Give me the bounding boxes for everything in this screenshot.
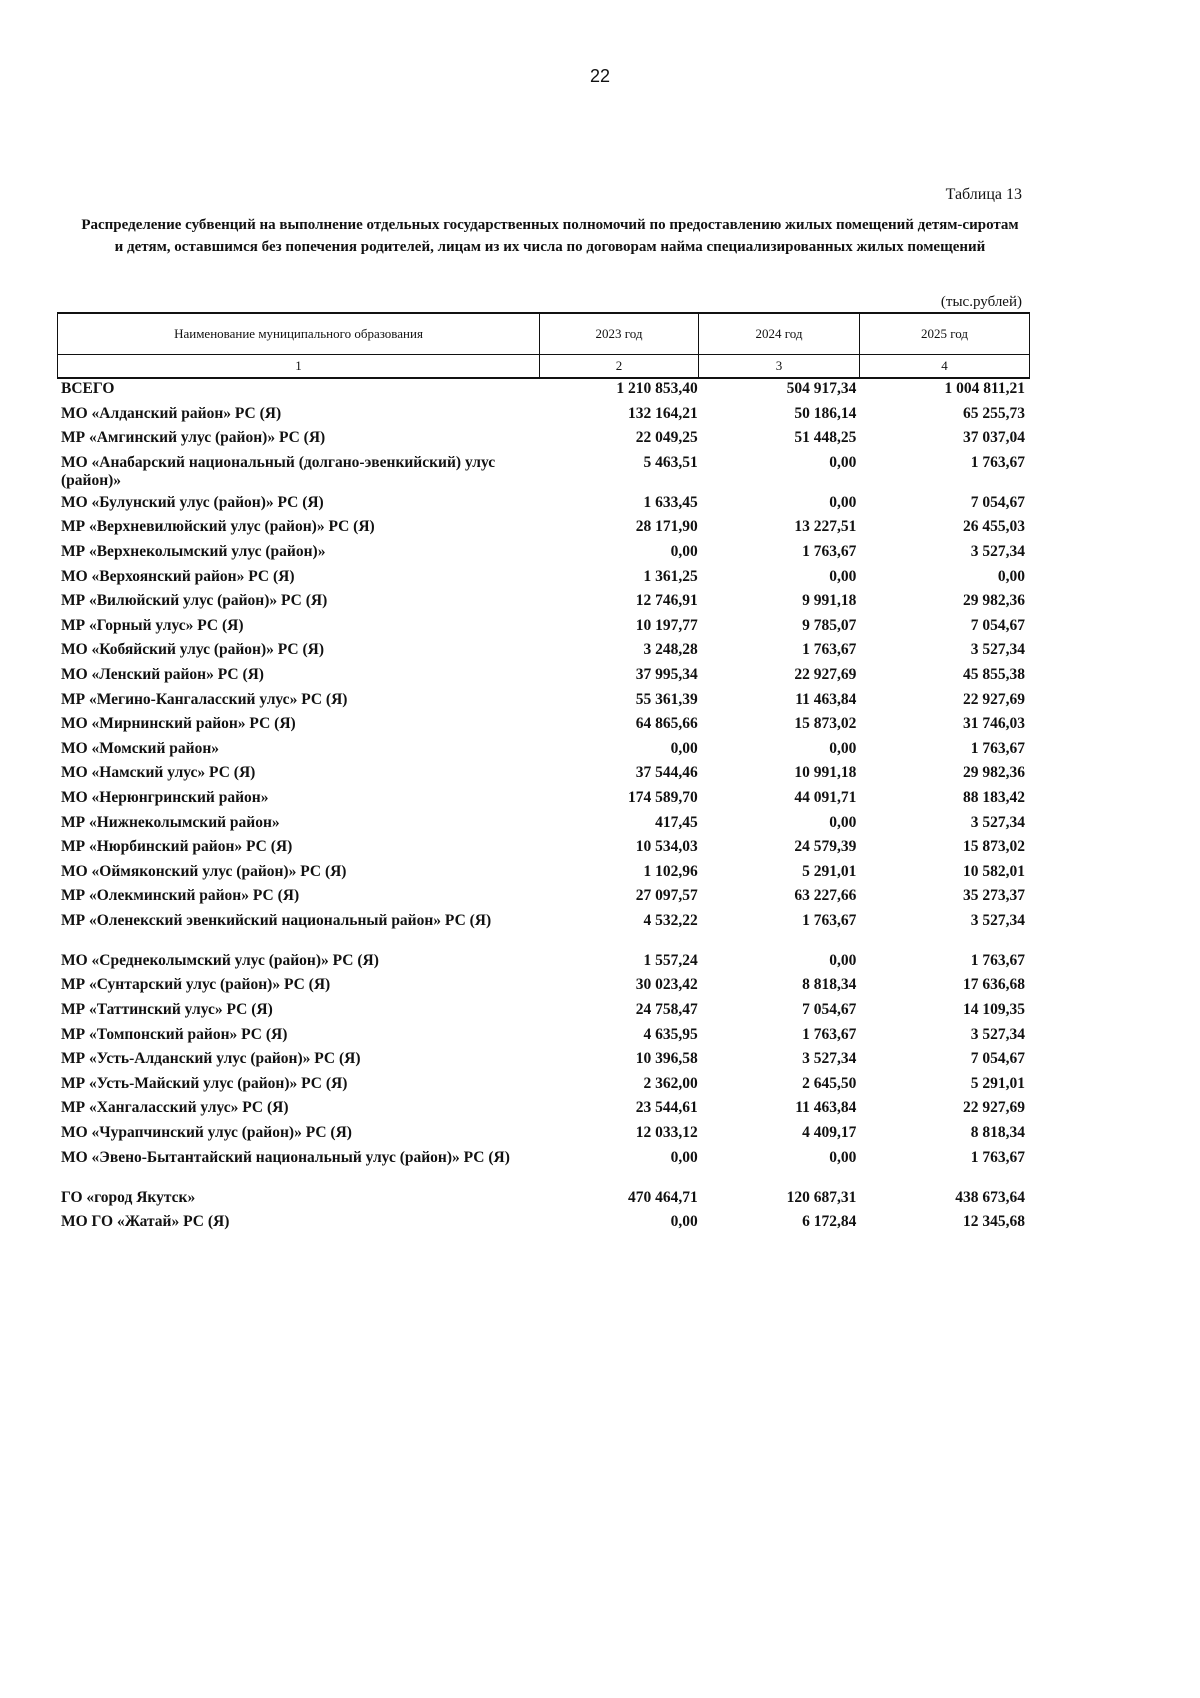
row-value-2025: 3 527,34 [970,911,1025,929]
row-name: МО «Нерюнгринский район» [61,788,269,806]
row-value-2025: 7 054,67 [970,616,1025,634]
row-value-2023: 37 544,46 [635,764,698,782]
row-name: МР «Вилюйский улус (район)» РС (Я) [61,592,328,610]
row-name: МО «Намский улус» РС (Я) [61,764,256,782]
row-name: МО «Верхоянский район» РС (Я) [61,567,295,585]
row-value-2025: 12 345,68 [963,1213,1025,1231]
row-value-2024: 11 463,84 [795,690,857,708]
row-name: ВСЕГО [61,380,115,397]
row-value-2025: 22 927,69 [963,1099,1025,1117]
row-value-2024: 1 763,67 [802,911,857,929]
row-name: МО «Чурапчинский улус (район)» РС (Я) [61,1124,352,1142]
row-name: МР «Сунтарский улус (район)» РС (Я) [61,976,331,994]
row-value-2023: 470 464,71 [627,1188,698,1206]
row-value-2023: 0,00 [670,739,698,757]
row-name: МО «Мирнинский район» РС (Я) [61,715,296,733]
row-value-2023: 10 534,03 [635,838,698,856]
row-value-2025: 3 527,34 [970,1025,1025,1043]
column-number-4: 4 [860,355,1030,379]
row-value-2025: 15 873,02 [963,838,1025,856]
row-value-2024: 0,00 [829,453,857,471]
row-value-2023: 37 995,34 [635,665,698,683]
row-value-2024: 3 527,34 [802,1050,857,1068]
row-value-2024: 24 579,39 [794,838,857,856]
row-value-2023: 22 049,25 [635,429,698,447]
row-value-2023: 4 532,22 [643,911,698,929]
row-value-2024: 10 991,18 [794,764,857,782]
row-name: МР «Верхневилюйский улус (район)» РС (Я) [61,518,375,536]
table-row [61,887,1025,912]
table-row [61,838,1025,863]
row-value-2023: 0,00 [670,1148,698,1166]
row-value-2024: 1 763,67 [802,1025,857,1043]
table-row [61,814,1025,839]
row-value-2025: 8 818,34 [970,1124,1025,1142]
table-row [61,691,1025,716]
row-name: МО «Момский район» [61,739,220,757]
row-name: МР «Нижнеколымский район» [61,813,280,831]
table-row [61,380,1025,405]
row-value-2024: 22 927,69 [794,665,857,683]
row-name: МР «Томпонский район» РС (Я) [61,1025,288,1043]
row-name: МО «Эвено-Бытантайский национальный улус (район)» РС (Я) [61,1148,510,1166]
row-name: МР «Амгинский улус (район)» РС (Я) [61,429,326,447]
table-row [61,518,1025,543]
row-value-2024: 120 687,31 [786,1188,857,1206]
table-row [61,1149,1025,1189]
document-title: Распределение субвенций на выполнение отдельных государственных полномочий по предоставлению жилых помещений детям-сиротам и детям, оставшимся без попечения родителей, лицам из их числа по договорам найма специализированных жилых помещений [81,217,1019,255]
row-name: МО «Анабарский национальный (долгано-эвенкийский) улус (район)» [61,453,496,489]
row-value-2024: 0,00 [829,813,857,831]
table-row [61,1213,1025,1238]
row-value-2025: 1 763,67 [970,951,1025,969]
table-body [61,380,1025,1238]
row-value-2025: 45 855,38 [963,665,1025,683]
table-row [61,666,1025,691]
row-value-2024: 0,00 [829,567,857,585]
row-value-2024: 51 448,25 [794,429,857,447]
row-value-2025: 3 527,34 [970,641,1025,659]
table-row [61,740,1025,765]
table-row [61,568,1025,593]
row-name: МР «Мегино-Кангаласский улус» РС (Я) [61,690,348,708]
row-value-2023: 132 164,21 [627,404,698,422]
row-value-2025: 26 455,03 [963,518,1025,536]
table-row [61,789,1025,814]
table-row [61,863,1025,888]
row-value-2024: 0,00 [829,951,857,969]
row-value-2024: 0,00 [829,739,857,757]
row-value-2025: 65 255,73 [963,404,1025,422]
row-value-2023: 0,00 [670,1213,698,1231]
table-row [61,405,1025,430]
column-number-2: 2 [540,355,699,379]
row-value-2024: 504 917,34 [786,380,857,397]
row-name: МР «Хангаласский улус» РС (Я) [61,1099,289,1117]
table-row [61,617,1025,642]
row-name: МО «Алданский район» РС (Я) [61,404,282,422]
row-value-2023: 2 362,00 [643,1074,698,1092]
row-name: МО «Оймяконский улус (район)» РС (Я) [61,862,347,880]
row-name: МР «Усть-Алданский улус (район)» РС (Я) [61,1050,361,1068]
column-number-3: 3 [699,355,860,379]
row-value-2025: 22 927,69 [963,690,1025,708]
table-row [61,1075,1025,1100]
row-value-2024: 50 186,14 [794,404,857,422]
table-label: Таблица 13 [945,186,1022,203]
page-number: 22 [589,66,611,86]
table-row [61,1026,1025,1051]
table-row [61,1099,1025,1124]
table-row [61,715,1025,740]
row-value-2023: 1 102,96 [643,862,698,880]
row-value-2024: 8 818,34 [802,976,857,994]
row-value-2024: 13 227,51 [794,518,857,536]
table-row [61,1001,1025,1026]
row-value-2023: 27 097,57 [635,887,698,905]
row-value-2025: 14 109,35 [963,1001,1025,1019]
row-value-2024: 4 409,17 [802,1124,857,1142]
header-row [58,313,1030,355]
table-row [61,641,1025,666]
row-value-2025: 31 746,03 [963,715,1025,733]
row-value-2023: 3 248,28 [643,641,698,659]
row-value-2025: 1 763,67 [970,739,1025,757]
table-row [61,494,1025,519]
row-name: ГО «город Якутск» [61,1188,196,1206]
column-header-2023: 2023 год [540,313,699,355]
column-header-2025: 2025 год [860,313,1030,355]
table-row [61,952,1025,977]
row-value-2024: 0,00 [829,1148,857,1166]
row-value-2025: 29 982,36 [963,592,1025,610]
row-name: МР «Олекминский район» РС (Я) [61,887,300,905]
row-value-2023: 174 589,70 [627,788,698,806]
row-value-2023: 30 023,42 [635,976,698,994]
row-value-2023: 55 361,39 [635,690,698,708]
row-value-2025: 35 273,37 [963,887,1025,905]
row-value-2023: 1 361,25 [643,567,698,585]
row-value-2025: 7 054,67 [970,493,1025,511]
row-name: МР «Верхнеколымский улус (район)» [61,542,326,560]
row-value-2024: 63 227,66 [794,887,857,905]
table-row [61,592,1025,617]
row-name: МР «Таттинский улус» РС (Я) [61,1001,273,1019]
row-value-2025: 29 982,36 [963,764,1025,782]
row-name: МР «Горный улус» РС (Я) [61,616,244,634]
row-value-2025: 17 636,68 [963,976,1025,994]
table-row [61,1124,1025,1149]
row-value-2025: 5 291,01 [970,1074,1025,1092]
row-name: МО «Среднеколымский улус (район)» РС (Я) [61,951,379,969]
row-name: МР «Оленекский эвенкийский национальный район» РС (Я) [61,911,492,929]
row-value-2024: 9 785,07 [802,616,857,634]
table-header [57,312,1030,379]
row-value-2023: 5 463,51 [643,453,698,471]
row-value-2024: 44 091,71 [794,788,857,806]
row-value-2023: 4 635,95 [643,1025,698,1043]
row-value-2025: 10 582,01 [963,862,1025,880]
table-row [61,543,1025,568]
table-row [61,912,1025,952]
table-row [61,1189,1025,1214]
row-name: МР «Усть-Майский улус (район)» РС (Я) [61,1074,348,1092]
row-value-2025: 7 054,67 [970,1050,1025,1068]
row-value-2024: 2 645,50 [802,1074,857,1092]
table-row [61,1050,1025,1075]
row-value-2024: 9 991,18 [802,592,857,610]
row-name: МР «Нюрбинский район» РС (Я) [61,838,293,856]
row-value-2023: 64 865,66 [635,715,698,733]
row-value-2024: 5 291,01 [802,862,857,880]
row-value-2025: 1 763,67 [970,1148,1025,1166]
column-header-name: Наименование муниципального образования [58,313,540,355]
row-value-2024: 6 172,84 [802,1213,857,1231]
row-name: МО «Ленский район» РС (Я) [61,665,264,683]
row-value-2025: 438 673,64 [955,1188,1025,1206]
row-value-2023: 28 171,90 [635,518,698,536]
row-value-2025: 0,00 [997,567,1025,585]
row-value-2024: 1 763,67 [802,641,857,659]
row-value-2023: 0,00 [670,542,698,560]
column-number-1: 1 [58,355,540,379]
row-value-2023: 1 557,24 [643,951,698,969]
row-value-2024: 0,00 [829,493,857,511]
row-value-2023: 1 633,45 [643,493,698,511]
row-value-2023: 417,45 [655,813,698,831]
table-row [61,764,1025,789]
row-value-2024: 15 873,02 [794,715,857,733]
row-value-2023: 23 544,61 [635,1099,698,1117]
units-label: (тыс.рублей) [940,294,1022,310]
row-value-2023: 12 746,91 [635,592,698,610]
row-value-2023: 10 396,58 [635,1050,698,1068]
row-name: МО «Кобяйский улус (район)» РС (Я) [61,641,325,659]
row-value-2023: 12 033,12 [635,1124,698,1142]
header-number-row [58,355,1030,379]
row-value-2023: 1 210 853,40 [616,380,698,397]
row-value-2023: 10 197,77 [635,616,698,634]
row-value-2024: 11 463,84 [795,1099,857,1117]
row-value-2024: 7 054,67 [802,1001,857,1019]
column-header-2024: 2024 год [699,313,860,355]
row-value-2024: 1 763,67 [802,542,857,560]
row-value-2023: 24 758,47 [635,1001,698,1019]
row-value-2025: 1 004 811,21 [944,380,1025,397]
row-value-2025: 37 037,04 [963,429,1025,447]
row-value-2025: 88 183,42 [963,788,1025,806]
row-value-2025: 3 527,34 [970,813,1025,831]
table-row [61,429,1025,454]
row-name: МО «Булунский улус (район)» РС (Я) [61,493,324,511]
row-value-2025: 3 527,34 [970,542,1025,560]
table-row [61,976,1025,1001]
table-row [61,454,1025,494]
row-name: МО ГО «Жатай» РС (Я) [61,1213,230,1231]
row-value-2025: 1 763,67 [970,453,1025,471]
